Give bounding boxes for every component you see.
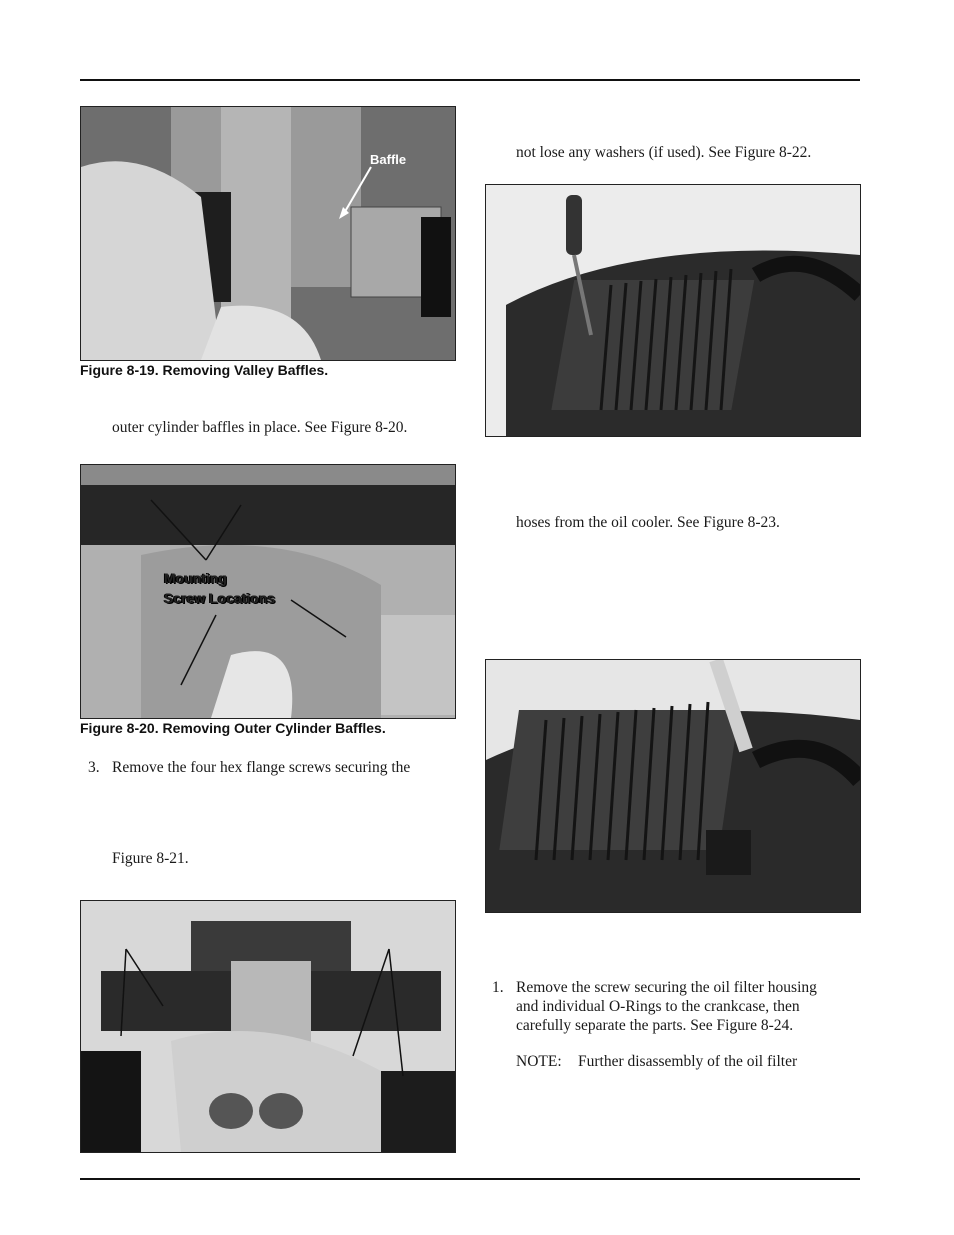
bottom-rule [80, 1178, 860, 1180]
figure-8-20-caption: Figure 8-20. Removing Outer Cylinder Baffles. [80, 720, 386, 736]
washers-text: not lose any washers (if used). See Figure 8-22. [516, 144, 812, 161]
step-3-number: 3. [88, 759, 100, 776]
figure-8-23-photo [485, 659, 861, 913]
figure-8-19-caption: Figure 8-19. Removing Valley Baffles. [80, 362, 329, 378]
top-rule [80, 79, 860, 81]
outer-baffles-text: outer cylinder baffles in place. See Figure 8-20. [112, 419, 408, 436]
figure-8-21-ref: Figure 8-21. [112, 850, 189, 867]
step-3-text: Remove the four hex flange screws securing the [112, 759, 411, 776]
step-1-line-3: carefully separate the parts. See Figure 8-24. [516, 1017, 794, 1034]
figure-8-21-photo [80, 900, 456, 1153]
step-1-number: 1. [492, 979, 504, 996]
note-label: NOTE: [516, 1053, 562, 1070]
figure-8-22-photo [485, 184, 861, 437]
mounting-screw-label: Mounting Screw Locations [164, 570, 276, 606]
baffle-label: Baffle [370, 152, 407, 167]
step-1-line-2: and individual O-Rings to the crankcase, then [516, 998, 800, 1015]
hoses-text: hoses from the oil cooler. See Figure 8-23. [516, 514, 780, 531]
figure-8-19-photo [80, 106, 456, 361]
step-1-line-1: Remove the screw securing the oil filter housing [516, 979, 817, 996]
note-text: Further disassembly of the oil filter [578, 1053, 798, 1070]
